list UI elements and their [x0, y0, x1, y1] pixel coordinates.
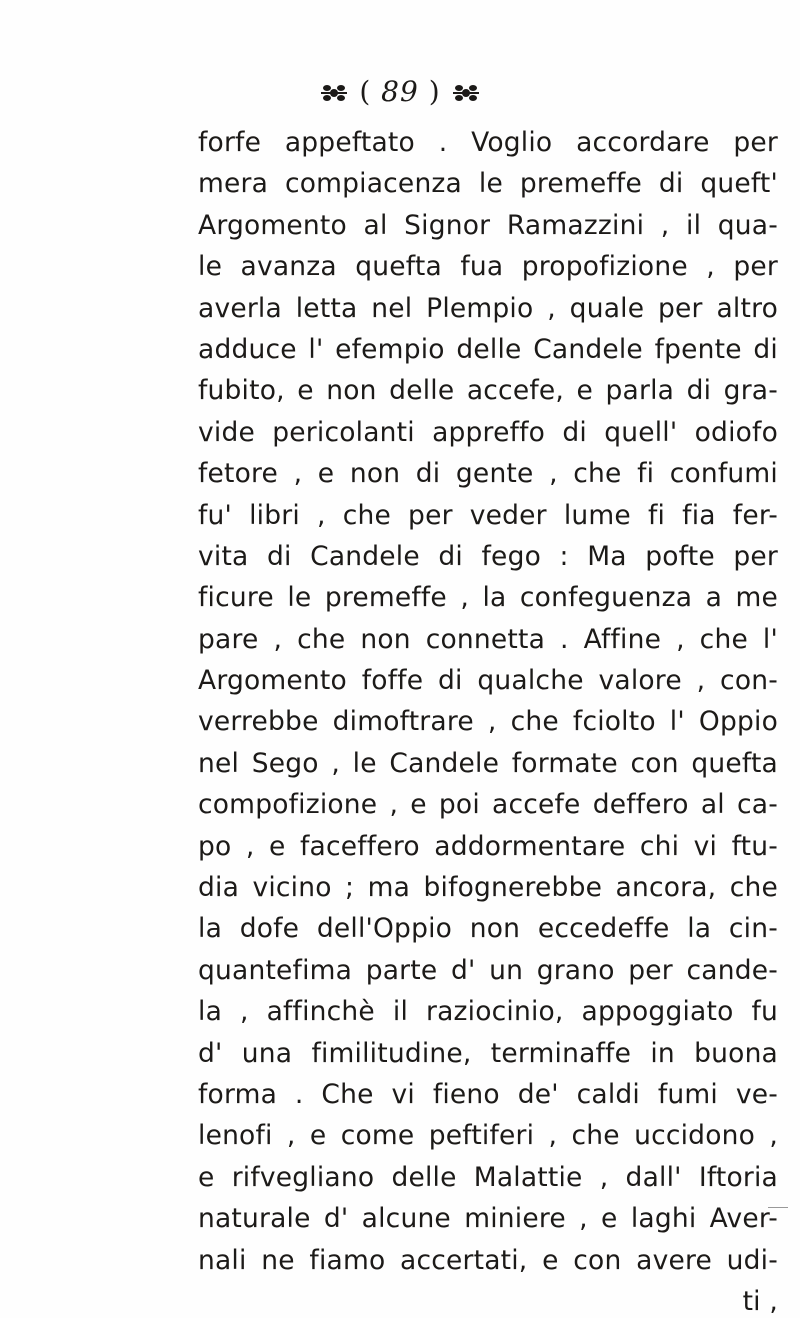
open-paren: ( — [359, 75, 372, 108]
text-line: Argomento foffe di qualche valore , con- — [198, 665, 778, 697]
text-line: fetore , e non di gente , che fi confumi — [198, 458, 778, 490]
text-line: compofizione , e poi accefe deffero al ca- — [198, 789, 778, 821]
text-line: averla letta nel Plempio , quale per altro — [198, 292, 778, 324]
text-line: forfe appeftato . Voglio accordare per — [198, 127, 778, 158]
catchword: ti , — [742, 1285, 778, 1317]
text-line: vita di Candele di fego : Ma pofte per — [198, 540, 778, 572]
text-line: verrebbe dimoftrare , che fciolto l' Oppio — [198, 706, 778, 738]
margin-mark — [768, 1207, 788, 1208]
fleuron-ornament-icon — [451, 82, 481, 104]
text-line: quantefima parte d' un grano per cande- — [198, 954, 778, 986]
text-line: dia vicino ; ma bifognerebbe ancora, che — [198, 872, 778, 904]
text-line: Argomento al Signor Ramazzini , il qua- — [198, 209, 778, 241]
text-line: forma . Che vi fieno de' caldi fumi ve- — [198, 1078, 778, 1110]
body-text — [198, 122, 800, 1322]
text-line: e rifvegliano delle Malattie , dall' Iftoria — [198, 1161, 778, 1193]
fleuron-ornament-icon — [319, 82, 349, 104]
text-line: fubito, e non delle accefe, e parla di gra- — [198, 375, 778, 407]
text-line: pare , che non connetta . Affine , che l' — [198, 623, 778, 655]
page-header — [0, 74, 800, 110]
text-line: nel Sego , le Candele formate con quefta — [198, 747, 778, 779]
text-line: mera compiacenza le premeffe di queft' — [198, 168, 778, 200]
text-line: le avanza quefta fua propofizione , per — [198, 251, 778, 283]
close-paren: ) — [428, 75, 441, 108]
text-line: fu' libri , che per veder lume fi fia fer- — [198, 499, 778, 531]
text-line: naturale d' alcune miniere , e laghi Aver- — [198, 1203, 778, 1235]
text-line: nali ne fiamo accertati, e con avere udi- — [198, 1244, 778, 1276]
text-line: po , e faceffero addormentare chi vi ftu- — [198, 830, 778, 862]
text-line: adduce l' efempio delle Candele fpente di — [198, 333, 778, 365]
text-line: lenofi , e come peftiferi , che uccidono , — [198, 1120, 778, 1152]
page-number: 89 — [381, 75, 419, 108]
text-line: d' una fimilitudine, terminaffe in buona — [198, 1037, 778, 1069]
text-line: vide pericolanti appreffo di quell' odiofo — [198, 416, 778, 448]
text-line: la , affinchè il raziocinio, appoggiato fu — [198, 996, 778, 1028]
text-line: la dofe dell'Oppio non eccedeffe la cin- — [198, 913, 778, 945]
text-line: ficure le premeffe , la confeguenza a me — [198, 582, 778, 614]
